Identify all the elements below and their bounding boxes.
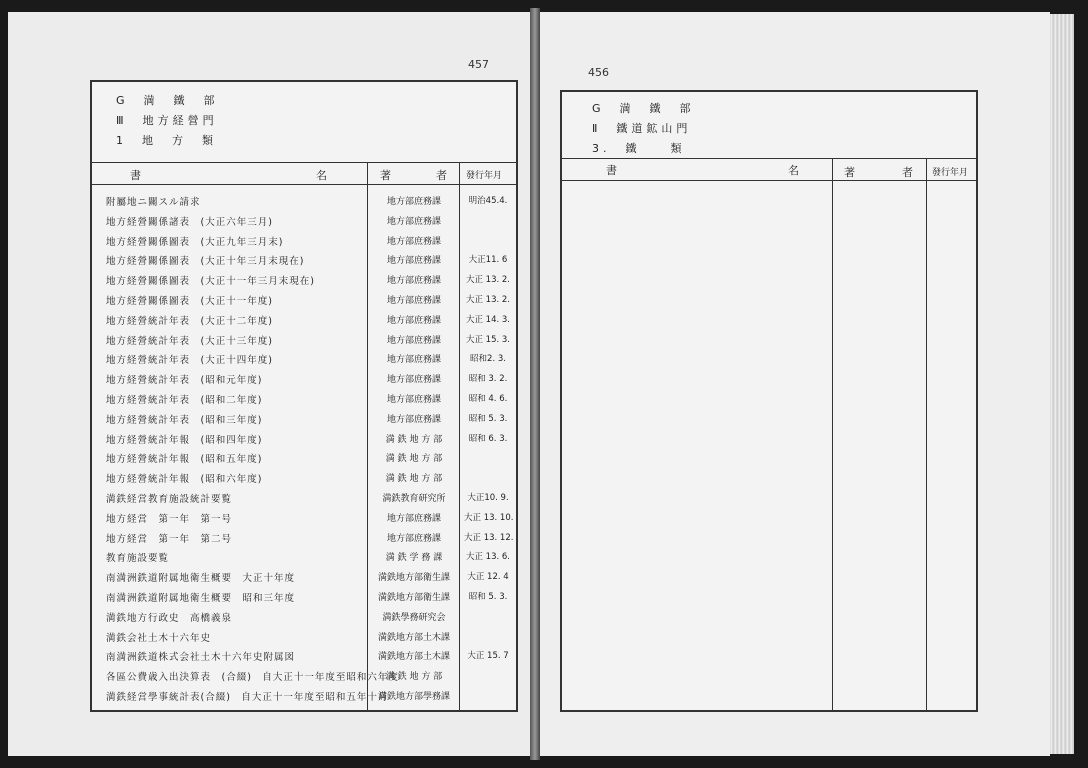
column-header-title-2: 名 [788, 164, 799, 177]
column-header-author-1: 著 [380, 169, 391, 182]
column-header-author-2: 者 [436, 169, 447, 182]
row-author: 満鉄地方部土木課 [377, 652, 450, 663]
table-row [92, 467, 516, 487]
row-author: 地方部庶務課 [386, 276, 441, 287]
table-header-block [92, 82, 516, 163]
catalog-table [560, 90, 978, 712]
row-date: 大正10. 9. [467, 493, 509, 503]
row-author: 満鉄教育研究所 [382, 494, 446, 504]
row-date: 大正 13. 12. [464, 532, 514, 543]
row-title: 地方経營關係圖表 (大正九年三月末) [106, 236, 284, 248]
column-header-title-1: 書 [130, 169, 141, 182]
row-author: 地方部庶務課 [386, 533, 441, 544]
row-author: 地方部庶務課 [386, 513, 441, 524]
row-title: 地方経營統計年表 (大正十二年度) [106, 315, 273, 327]
row-title: 地方経營統計年表 (昭和元年度) [106, 375, 263, 387]
table-row [92, 348, 516, 368]
row-date: 大正 13. 2. [465, 295, 511, 305]
table-row [92, 249, 516, 269]
row-date: 大正 13. 6. [465, 552, 511, 563]
row-title: 南満洲鉄道附属地衛生概要 大正十年度 [106, 573, 296, 585]
table-row [92, 586, 516, 606]
table-row [92, 645, 516, 665]
row-title: 地方経營統計年報 (昭和五年度) [106, 454, 263, 466]
row-title: 地方経營關係圖表 (大正十一年三月末現在) [106, 276, 315, 288]
column-divider [926, 158, 927, 710]
division-heading: Ⅱ 鐵道鉱山門 [592, 122, 692, 135]
row-date: 大正 14. 3. [465, 314, 511, 325]
table-row [92, 527, 516, 547]
row-date: 大正 12. 4 [467, 572, 509, 583]
row-date: 大正 15. 7 [467, 651, 509, 662]
row-title: 各區公費歳入出決算表 (合綴) 自大正十一年度至昭和六年度 [106, 672, 399, 684]
section-heading: G 満 鐵 部 [592, 102, 695, 115]
division-heading: Ⅲ 地方経營門 [116, 114, 218, 127]
row-title: 満鉄経営教育施設統計要覧 [106, 494, 233, 505]
row-author: 満 鉄 地 方 部 [385, 434, 443, 445]
row-title: 南満洲鉄道株式会社土木十六年史附属図 [106, 652, 296, 664]
category-heading: 1 地 方 類 [116, 134, 217, 147]
row-date: 昭和2. 3. [470, 354, 506, 365]
row-title: 附屬地ニ關スル請求 [106, 197, 201, 208]
row-date: 大正 13. 10. [464, 512, 514, 523]
row-author: 満 鉄 学 務 課 [385, 553, 443, 564]
row-author: 地方部庶務課 [386, 197, 441, 207]
row-title: 教育施設要覧 [106, 553, 170, 565]
column-header-author-2: 者 [902, 166, 913, 179]
row-author: 地方部庶務課 [386, 395, 441, 405]
row-date: 昭和 5. 3. [468, 592, 508, 602]
column-header-title-2: 名 [316, 169, 327, 182]
row-title: 地方経營統計年表 (大正十三年度) [106, 335, 273, 347]
row-title: 地方経營統計年報 (昭和四年度) [106, 434, 263, 446]
table-row [92, 190, 516, 210]
table-row [92, 685, 516, 705]
row-title: 満鉄地方行政史 高橋義泉 [106, 612, 233, 624]
table-row [92, 487, 516, 507]
page-edges [1050, 14, 1074, 754]
right-page [540, 12, 1050, 756]
row-author: 満 鉄 地 方 部 [385, 454, 443, 465]
row-date: 明治45.4. [468, 196, 508, 206]
row-author: 満 鉄 地 方 部 [385, 672, 443, 683]
row-author: 地方部庶務課 [386, 335, 441, 346]
row-title: 地方経營統計年報 (昭和六年度) [106, 474, 263, 486]
row-date: 昭和 6. 3. [468, 433, 508, 444]
row-date: 大正 13. 2. [465, 275, 511, 286]
table-row [92, 606, 516, 626]
row-title: 地方経営 第一年 第一号 [106, 513, 233, 525]
row-date: 昭和 5. 3. [468, 413, 508, 424]
row-author: 地方部庶務課 [386, 216, 441, 227]
row-title: 地方経營關係圖表 (大正十一年度) [106, 296, 273, 307]
row-author: 地方部庶務課 [386, 375, 441, 386]
section-heading: G 満 鐵 部 [116, 94, 219, 107]
table-row [92, 428, 516, 448]
row-author: 地方部庶務課 [386, 256, 441, 267]
row-author: 地方部庶務課 [386, 296, 441, 306]
row-title: 地方経營關係圖表 (大正十年三月末現在) [106, 256, 305, 268]
row-author: 満鉄學務研究会 [382, 612, 446, 623]
page-number: 456 [588, 66, 609, 79]
table-row [92, 289, 516, 309]
table-row [92, 368, 516, 388]
row-date: 昭和 4. 6. [468, 394, 508, 404]
table-row [92, 230, 516, 250]
row-title: 満鉄経営學事統計表(合綴) 自大正十一年度至昭和五年十月 [106, 692, 389, 703]
table-row [92, 447, 516, 467]
table-row [92, 388, 516, 408]
row-title: 南満洲鉄道附属地衛生概要 昭和三年度 [106, 593, 296, 604]
row-author: 地方部庶務課 [386, 414, 441, 425]
column-header-author-1: 著 [844, 166, 855, 179]
row-title: 地方経営 第一年 第二号 [106, 533, 233, 545]
left-page [8, 12, 530, 756]
row-author: 地方部庶務課 [386, 236, 441, 247]
book-spine [530, 8, 540, 760]
row-author: 満鉄地方部學務課 [377, 692, 450, 702]
row-author: 満鉄地方部衛生課 [377, 573, 450, 584]
table-header-block [562, 92, 976, 159]
row-title: 地方経營統計年表 (大正十四年度) [106, 355, 273, 367]
row-date: 昭和 3. 2. [468, 374, 508, 385]
page-number: 457 [468, 58, 489, 71]
row-author: 地方部庶務課 [386, 315, 441, 326]
row-author: 満鉄地方部衛生課 [377, 593, 450, 603]
table-row [92, 408, 516, 428]
column-header-title-1: 書 [606, 164, 617, 177]
row-date: 大正 15. 3. [465, 334, 511, 345]
row-date: 大正11. 6 [468, 255, 508, 266]
table-row [92, 566, 516, 586]
table-row [92, 546, 516, 566]
row-author: 地方部庶務課 [386, 355, 441, 366]
catalog-table [90, 80, 518, 712]
column-header-date: 發行年月 [466, 171, 503, 181]
table-row [92, 329, 516, 349]
row-title: 満鉄会社土木十六年史 [106, 632, 212, 644]
category-heading: 3. 鐵 類 [592, 142, 686, 155]
table-row [92, 210, 516, 230]
row-author: 満 鉄 地 方 部 [385, 474, 443, 485]
header-divider [92, 184, 516, 185]
column-divider [832, 158, 833, 710]
column-header-date: 發行年月 [932, 168, 969, 178]
row-title: 地方経營統計年表 (昭和二年度) [106, 395, 263, 406]
row-author: 満鉄地方部土木課 [377, 632, 450, 643]
table-row [92, 309, 516, 329]
header-divider [562, 180, 976, 181]
row-title: 地方経營關係諸表 (大正六年三月) [106, 216, 273, 228]
table-row [92, 665, 516, 685]
table-row [92, 507, 516, 527]
table-row [92, 269, 516, 289]
row-title: 地方経營統計年表 (昭和三年度) [106, 414, 263, 426]
table-row [92, 626, 516, 646]
